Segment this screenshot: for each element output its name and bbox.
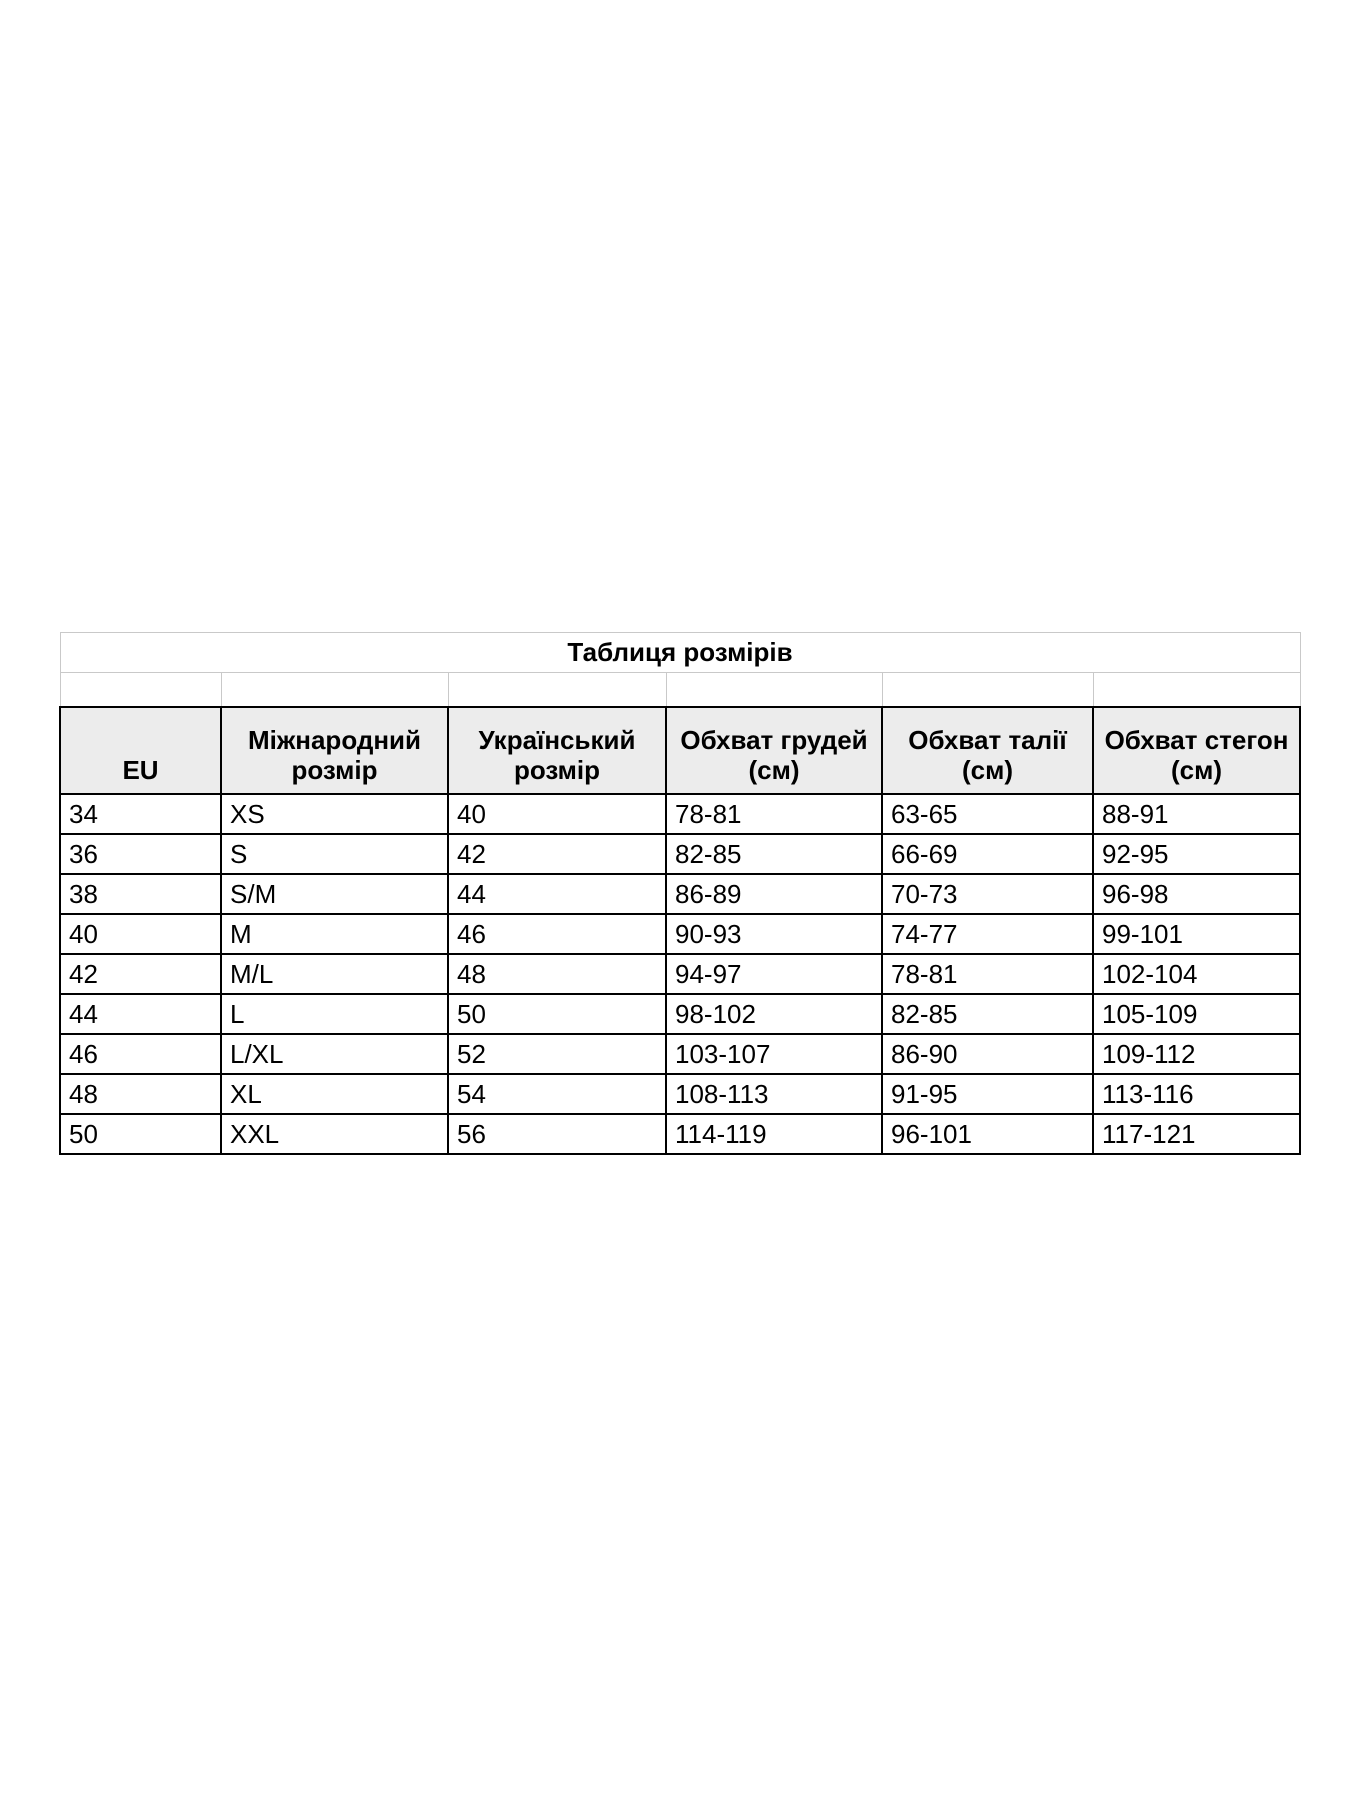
table-title: Таблиця розмірів [60, 633, 1300, 673]
cell-waist: 82-85 [882, 994, 1093, 1034]
cell-chest: 98-102 [666, 994, 882, 1034]
spacer-row [60, 673, 1300, 708]
spacer-cell [448, 673, 666, 708]
cell-chest: 103-107 [666, 1034, 882, 1074]
header-ukrainian-size: Український розмір [448, 707, 666, 794]
cell-chest: 90-93 [666, 914, 882, 954]
table-row [60, 954, 1300, 994]
table-row [60, 834, 1300, 874]
header-eu: EU [60, 707, 221, 794]
cell-chest: 94-97 [666, 954, 882, 994]
cell-waist: 74-77 [882, 914, 1093, 954]
cell-waist: 63-65 [882, 794, 1093, 834]
spacer-cell [882, 673, 1093, 708]
cell-ukrainian-size: 42 [448, 834, 666, 874]
header-row [60, 707, 1300, 794]
cell-international-size: L/XL [221, 1034, 448, 1074]
cell-ukrainian-size: 40 [448, 794, 666, 834]
cell-waist: 86-90 [882, 1034, 1093, 1074]
cell-chest: 108-113 [666, 1074, 882, 1114]
size-chart [59, 632, 1301, 1155]
cell-international-size: S/M [221, 874, 448, 914]
header-international-size: Міжнародний розмір [221, 707, 448, 794]
table-row [60, 1034, 1300, 1074]
header-hips-cm: Обхват стегон (см) [1093, 707, 1300, 794]
cell-waist: 66-69 [882, 834, 1093, 874]
cell-chest: 114-119 [666, 1114, 882, 1154]
cell-ukrainian-size: 52 [448, 1034, 666, 1074]
spacer-cell [60, 673, 221, 708]
cell-chest: 82-85 [666, 834, 882, 874]
cell-chest: 78-81 [666, 794, 882, 834]
cell-waist: 70-73 [882, 874, 1093, 914]
cell-hips: 102-104 [1093, 954, 1300, 994]
table-row [60, 1114, 1300, 1154]
cell-hips: 96-98 [1093, 874, 1300, 914]
spacer-cell [666, 673, 882, 708]
table-row [60, 874, 1300, 914]
cell-eu: 44 [60, 994, 221, 1034]
cell-chest: 86-89 [666, 874, 882, 914]
cell-hips: 117-121 [1093, 1114, 1300, 1154]
cell-eu: 36 [60, 834, 221, 874]
cell-waist: 96-101 [882, 1114, 1093, 1154]
cell-eu: 38 [60, 874, 221, 914]
cell-international-size: L [221, 994, 448, 1034]
cell-eu: 42 [60, 954, 221, 994]
cell-international-size: M [221, 914, 448, 954]
table-row [60, 914, 1300, 954]
cell-eu: 40 [60, 914, 221, 954]
cell-waist: 78-81 [882, 954, 1093, 994]
cell-international-size: XXL [221, 1114, 448, 1154]
cell-ukrainian-size: 56 [448, 1114, 666, 1154]
size-table [59, 632, 1301, 1155]
cell-eu: 50 [60, 1114, 221, 1154]
table-row [60, 794, 1300, 834]
cell-ukrainian-size: 50 [448, 994, 666, 1034]
header-chest-cm: Обхват грудей (см) [666, 707, 882, 794]
cell-ukrainian-size: 54 [448, 1074, 666, 1114]
cell-hips: 92-95 [1093, 834, 1300, 874]
cell-eu: 48 [60, 1074, 221, 1114]
cell-waist: 91-95 [882, 1074, 1093, 1114]
spacer-cell [221, 673, 448, 708]
cell-hips: 88-91 [1093, 794, 1300, 834]
cell-eu: 46 [60, 1034, 221, 1074]
header-waist-cm: Обхват талії (см) [882, 707, 1093, 794]
cell-hips: 109-112 [1093, 1034, 1300, 1074]
cell-international-size: XL [221, 1074, 448, 1114]
cell-hips: 99-101 [1093, 914, 1300, 954]
cell-international-size: S [221, 834, 448, 874]
title-row [60, 633, 1300, 673]
spacer-cell [1093, 673, 1300, 708]
cell-hips: 105-109 [1093, 994, 1300, 1034]
cell-ukrainian-size: 48 [448, 954, 666, 994]
table-row [60, 994, 1300, 1034]
cell-international-size: M/L [221, 954, 448, 994]
table-row [60, 1074, 1300, 1114]
cell-international-size: XS [221, 794, 448, 834]
cell-eu: 34 [60, 794, 221, 834]
cell-hips: 113-116 [1093, 1074, 1300, 1114]
cell-ukrainian-size: 44 [448, 874, 666, 914]
cell-ukrainian-size: 46 [448, 914, 666, 954]
